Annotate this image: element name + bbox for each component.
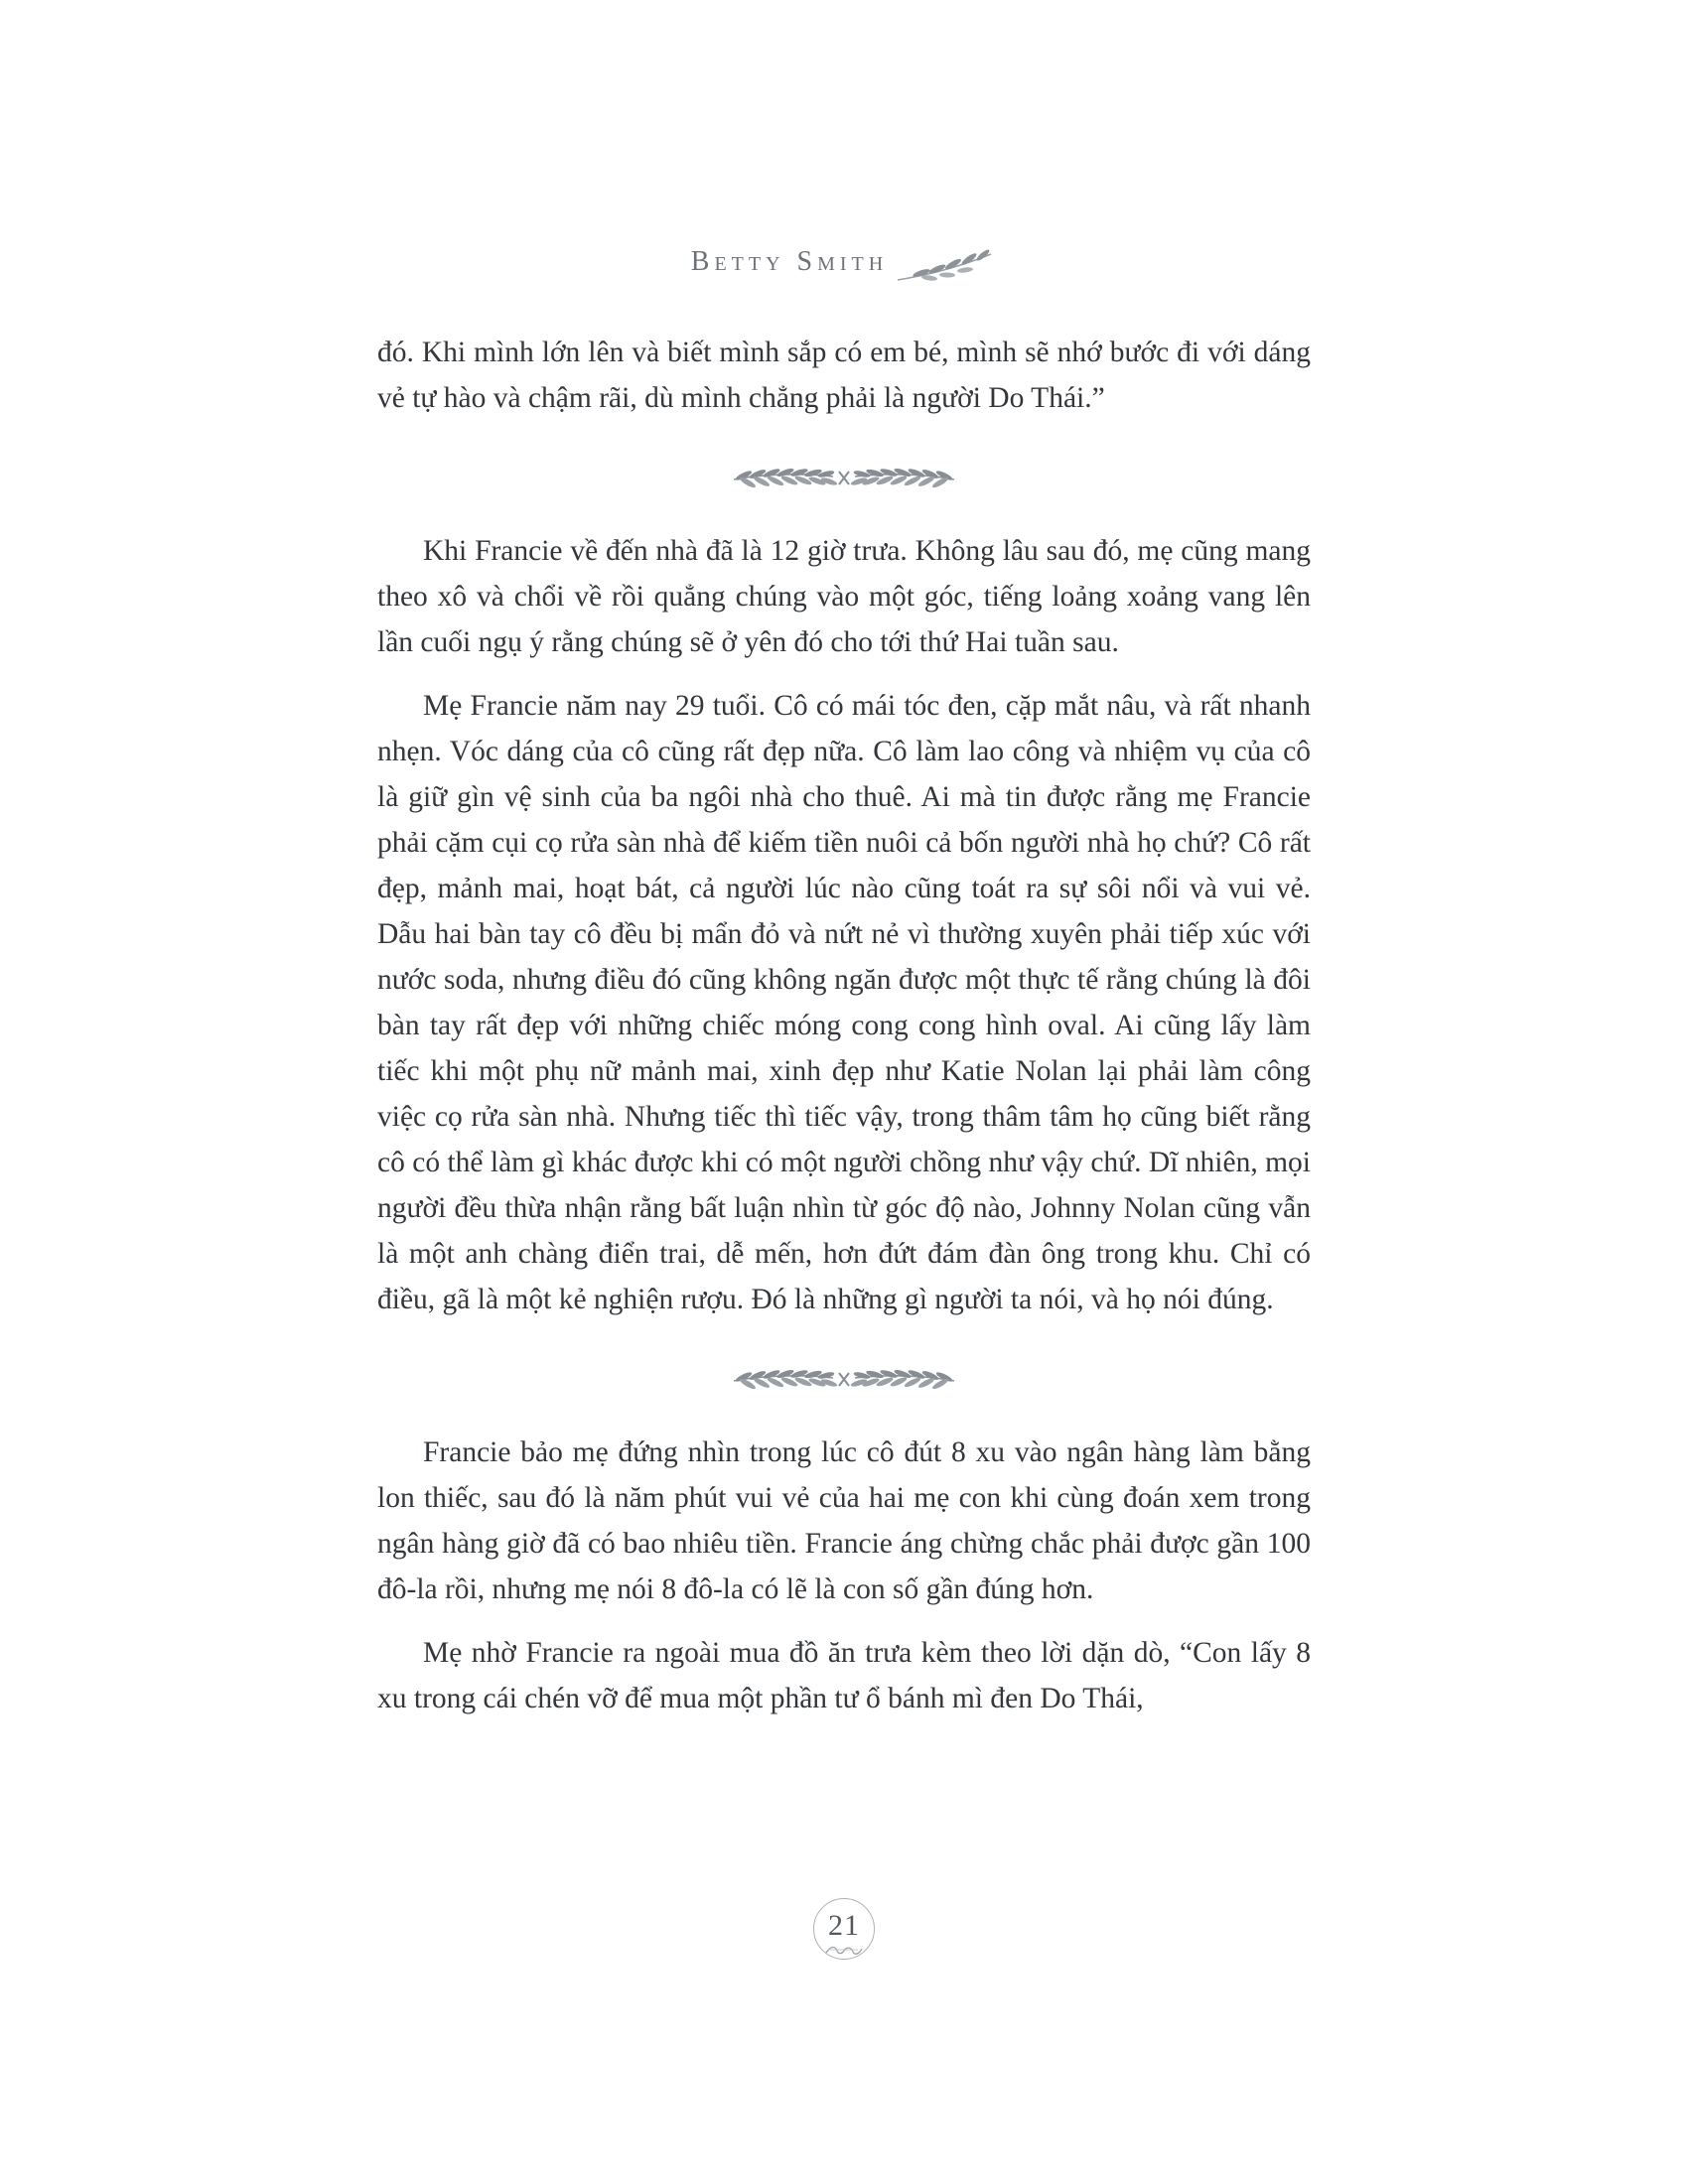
paragraph: Mẹ Francie năm nay 29 tuổi. Cô có mái tóc đen, cặp mắt nâu, và rất nhanh nhẹn. Vóc dáng của cô cũng rất đẹp nữa. Cô làm lao công và nhiệm vụ của cô là giữ gìn vệ sinh của ba ngôi nhà cho thuê. Ai mà tin được rằng mẹ Francie phải cặm cụi cọ rửa sàn nhà để kiếm tiền nuôi cả bốn người nhà họ chứ? Cô rất đẹp, mảnh mai, hoạt bát, cả người lúc nào cũng toát ra sự sôi nổi và vui vẻ. Dẫu hai bàn tay cô đều bị mẩn đỏ và nứt nẻ vì thường xuyên phải tiếp xúc với nước soda, nhưng điều đó cũng không ngăn được một thực tế rằng chúng là đôi bàn tay rất đẹp với những chiếc móng cong cong hình oval. Ai cũng lấy làm tiếc khi một phụ nữ mảnh mai, xinh đẹp như Katie Nolan lại phải làm công việc cọ rửa sàn nhà. Nhưng tiếc thì tiếc vậy, trong thâm tâm họ cũng biết rằng cô có thể làm gì khác được khi có một người chồng như vậy chứ. Dĩ nhiên, mọi người đều thừa nhận rằng bất luận nhìn từ góc độ nào, Johnny Nolan cũng vẫn là một anh chàng điển trai, dễ mến, hơn đứt đám đàn ông trong khu. Chỉ có điều, gã là một kẻ nghiện rượu. Đó là những gì người ta nói, và họ nói đúng.	[377, 690, 1311, 1315]
page-number-medallion	[813, 1898, 875, 1960]
paragraph: đó. Khi mình lớn lên và biết mình sắp có em bé, mình sẽ nhớ bước đi với dáng vẻ tự hào và chậm rãi, dù mình chẳng phải là người Do Thái.”	[377, 337, 1311, 414]
paragraph: Mẹ nhờ Francie ra ngoài mua đồ ăn trưa kèm theo lời dặn dò, “Con lấy 8 xu trong cái chén vỡ để mua một phần tư ổ bánh mì đen Do Thái,	[377, 1637, 1311, 1714]
section-divider	[377, 1356, 1311, 1400]
script-flourish-icon	[824, 1944, 864, 1958]
paragraph: Khi Francie về đến nhà đã là 12 giờ trưa. Không lâu sau đó, mẹ cũng mang theo xô và chổi về rồi quẳng chúng vào một góc, tiếng loảng xoảng vang lên lần cuối ngụ ý rằng chúng sẽ ở yên đó cho tới thứ Hai tuần sau.	[377, 535, 1311, 658]
laurel-branches-icon	[730, 455, 958, 498]
section-divider	[377, 455, 1311, 498]
leaf-sprig-icon	[894, 248, 997, 286]
body-text	[377, 330, 1311, 1721]
running-header	[377, 240, 1311, 284]
laurel-branches-icon	[730, 1356, 958, 1400]
page-number: 21	[828, 1909, 860, 1942]
author-name: Betty Smith	[690, 246, 889, 277]
text-column	[377, 0, 1311, 1721]
paragraph: Francie bảo mẹ đứng nhìn trong lúc cô đút 8 xu vào ngân hàng làm bằng lon thiếc, sau đó là năm phút vui vẻ của hai mẹ con khi cùng đoán xem trong ngân hàng giờ đã có bao nhiêu tiền. Francie áng chừng chắc phải được gần 100 đô-la rồi, nhưng mẹ nói 8 đô-la có lẽ là con số gần đúng hơn.	[377, 1436, 1311, 1605]
